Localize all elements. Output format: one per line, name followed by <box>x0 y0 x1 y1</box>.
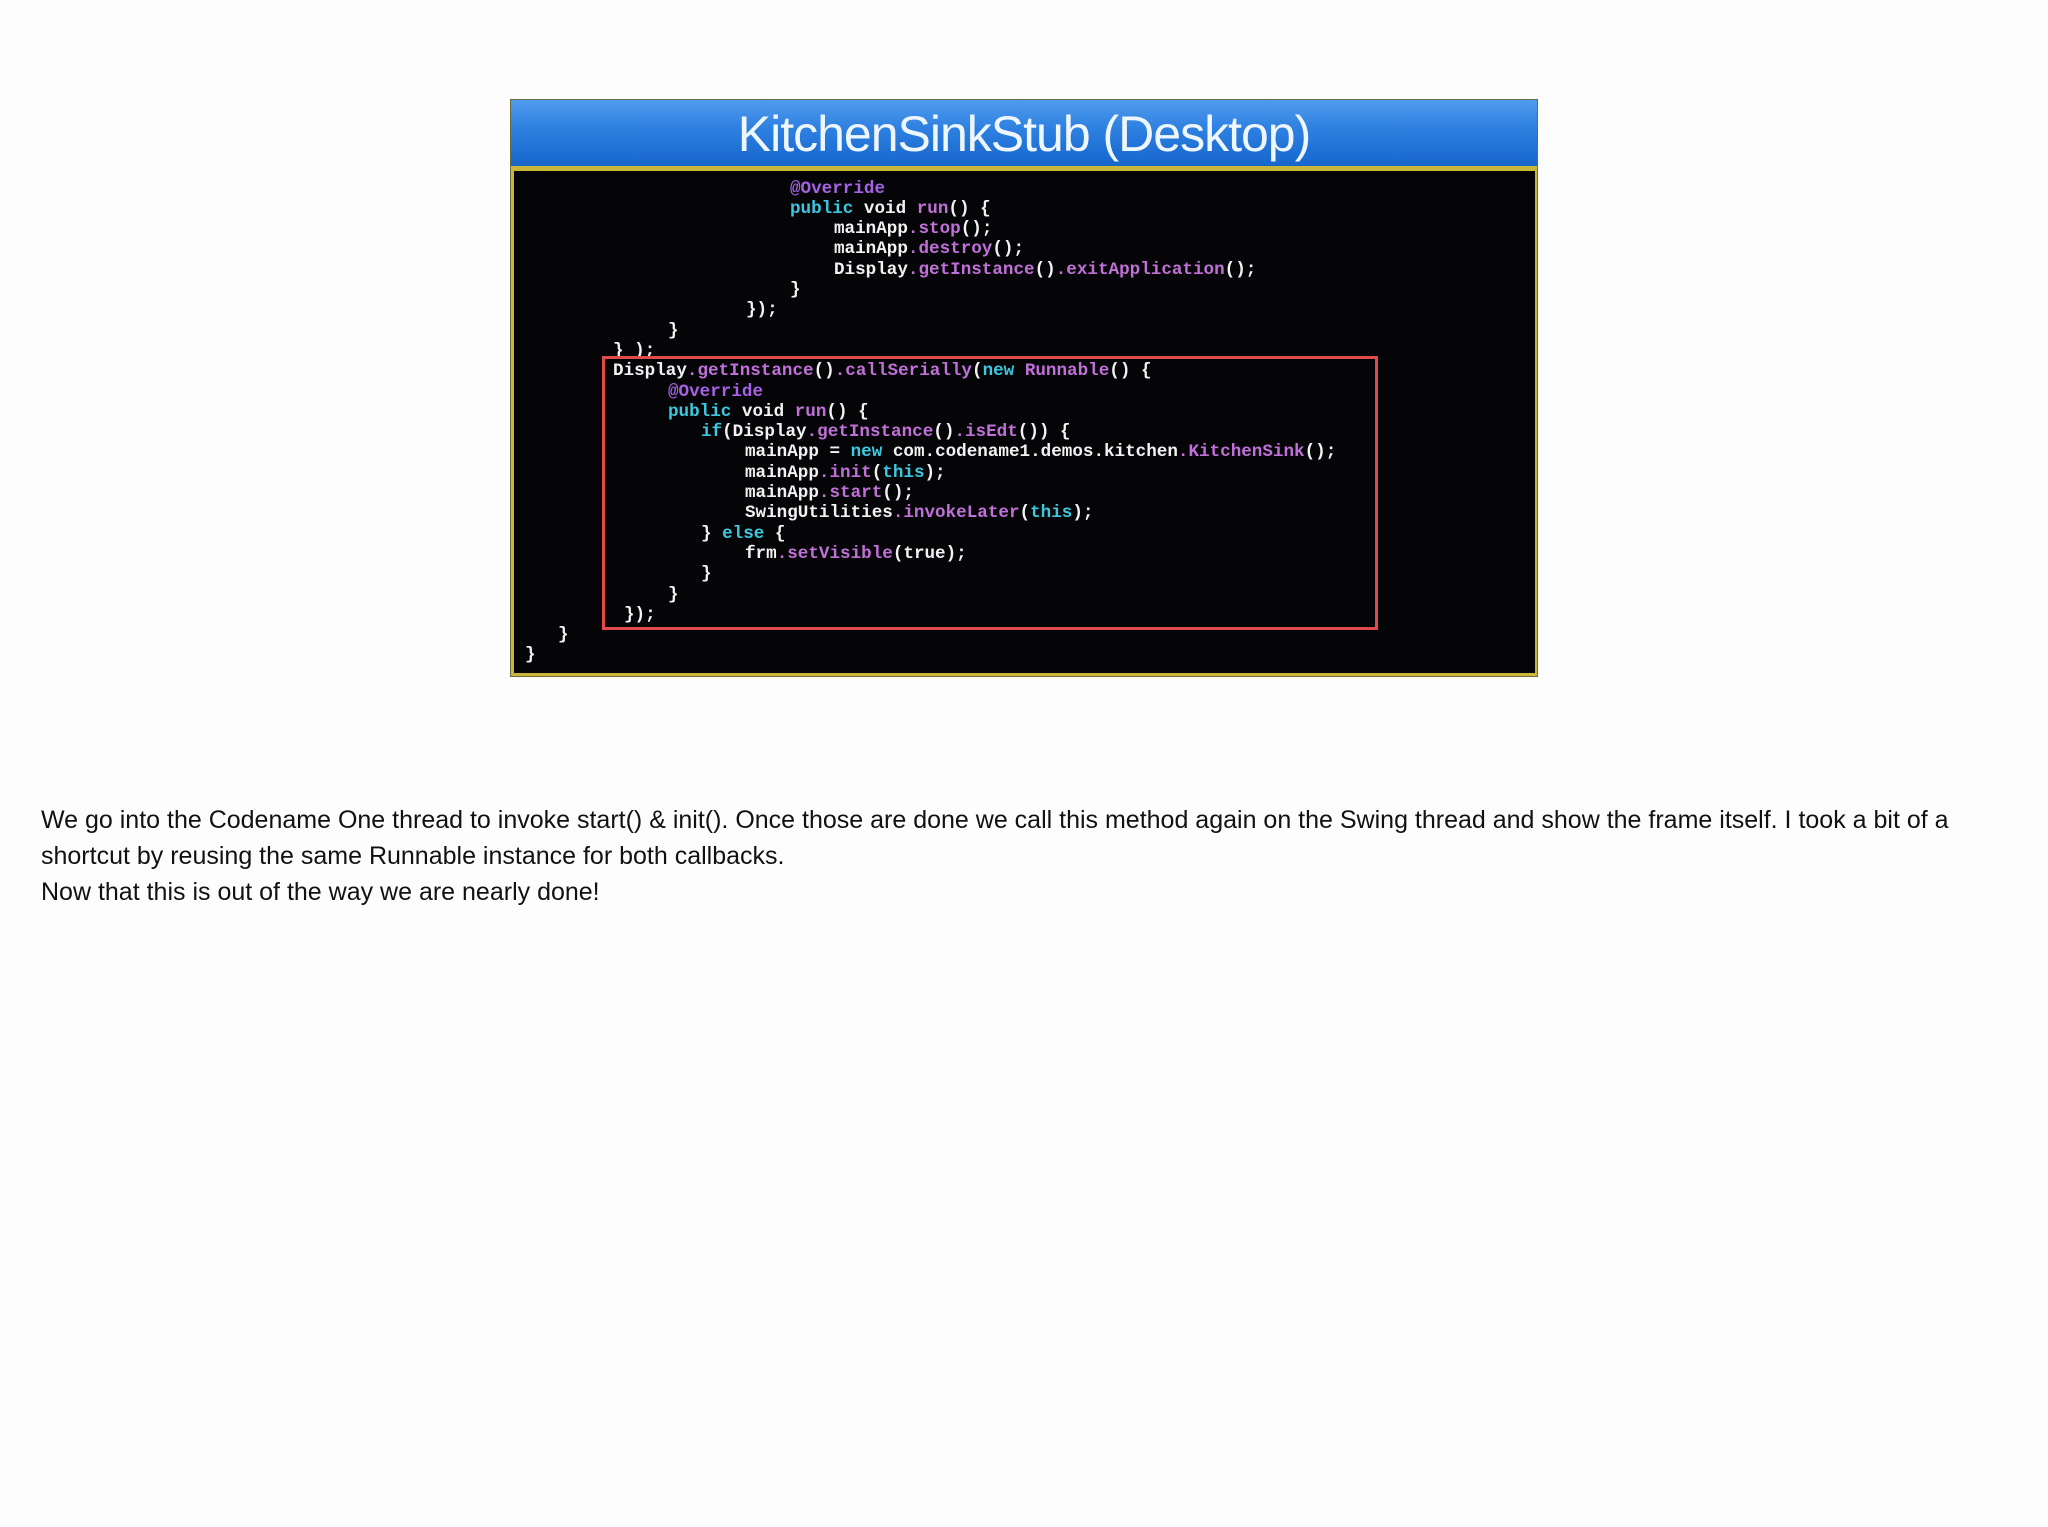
code-token: ); <box>924 462 946 483</box>
code-line <box>745 503 1093 523</box>
code-token: this <box>882 462 925 483</box>
code-token: () <box>933 422 955 443</box>
code-line <box>558 625 569 645</box>
code-token: (); <box>1304 442 1337 463</box>
code-token: void <box>853 198 917 219</box>
code-line <box>745 442 1336 462</box>
notes-paragraph: Now that this is out of the way we are nearly done! <box>41 878 600 906</box>
code-token: .setVisible <box>776 543 893 564</box>
code-token: .getInstance <box>907 259 1035 280</box>
code-line <box>613 361 1152 381</box>
code-line <box>525 645 536 665</box>
code-token: } <box>790 280 801 300</box>
code-token: public <box>668 401 732 422</box>
code-token: else <box>722 523 765 544</box>
code-token: (true); <box>892 543 967 564</box>
code-token: .init <box>818 462 872 483</box>
code-token: .exitApplication <box>1055 259 1225 280</box>
code-token: } <box>668 320 679 341</box>
code-token: @Override <box>790 178 886 199</box>
code-token: run <box>916 198 949 219</box>
code-line <box>790 179 885 199</box>
code-token: (); <box>992 239 1025 260</box>
notes-paragraph: We go into the Codename One thread to invoke start() & init(). Once those are done we call this method again on the Swing thread and show the frame itself. I took a bit of a shortcut by reusing the same Runnable instance for both callbacks. <box>41 806 1949 870</box>
code-line <box>745 544 967 564</box>
code-token: new <box>982 361 1015 382</box>
code-token: } <box>558 625 569 646</box>
code-line <box>668 585 679 605</box>
slide-title: KitchenSinkStub (Desktop) <box>737 106 1311 162</box>
code-token: .invokeLater <box>892 503 1020 524</box>
code-line <box>745 483 914 503</box>
code-token: ( <box>871 462 883 483</box>
code-token: mainApp <box>834 239 908 260</box>
code-token: SwingUtilities <box>745 503 893 524</box>
code-token: public <box>790 198 854 219</box>
code-line <box>668 402 869 422</box>
code-token: .destroy <box>907 239 993 260</box>
code-token: Display <box>834 259 908 280</box>
code-token: void <box>731 401 795 422</box>
code-token: ()) { <box>1017 422 1071 443</box>
code-token: .callSerially <box>834 361 972 382</box>
code-line <box>834 219 992 239</box>
code-line <box>745 463 946 483</box>
code-token: () { <box>948 198 991 219</box>
code-token: .getInstance <box>686 361 814 382</box>
code-token: new <box>850 442 883 463</box>
code-line <box>701 524 785 544</box>
code-token: } <box>701 523 723 544</box>
code-token: () { <box>1109 361 1152 382</box>
code-token: (); <box>1224 259 1257 280</box>
code-line <box>790 199 991 219</box>
code-line <box>701 422 1071 442</box>
code-token: Display <box>613 361 687 382</box>
code-line <box>624 605 656 625</box>
code-token: .start <box>818 483 883 503</box>
code-token: .isEdt <box>954 422 1018 443</box>
code-line <box>834 260 1256 280</box>
code-token: (Display <box>722 422 807 443</box>
code-line <box>668 321 679 341</box>
code-token: (); <box>882 483 914 503</box>
slide-header <box>511 100 1537 171</box>
code-token <box>1014 361 1025 381</box>
code-token: mainApp = <box>745 442 851 463</box>
code-token: mainApp <box>745 462 819 483</box>
code-line <box>613 341 655 361</box>
code-token: com.codename1.demos.kitchen <box>882 442 1178 463</box>
code-block <box>511 171 1537 676</box>
code-token: .stop <box>907 219 961 240</box>
code-line <box>746 300 778 320</box>
code-token: ( <box>972 361 983 382</box>
code-line <box>668 382 763 402</box>
code-token: run <box>794 401 827 422</box>
code-line <box>790 280 801 300</box>
code-token: ); <box>1072 503 1094 524</box>
code-token: } <box>668 584 679 605</box>
code-token: ( <box>1019 503 1031 524</box>
code-token: () <box>813 361 835 382</box>
code-token: } <box>525 645 536 666</box>
code-token: mainApp <box>745 483 819 503</box>
code-line <box>701 564 712 584</box>
code-token: () { <box>826 401 869 422</box>
code-token: () <box>1034 259 1056 280</box>
code-token: }); <box>746 300 778 321</box>
code-token: (); <box>960 219 993 240</box>
code-token: .KitchenSink <box>1177 442 1305 463</box>
code-token: }); <box>624 604 656 625</box>
speaker-notes <box>41 802 2011 910</box>
code-token: } ); <box>613 340 656 361</box>
code-token: mainApp <box>834 219 908 240</box>
code-token: this <box>1030 503 1073 524</box>
code-token: if <box>701 422 723 443</box>
code-token: @Override <box>668 381 764 402</box>
code-token: { <box>764 523 786 544</box>
code-slide <box>510 99 1538 677</box>
code-token: .getInstance <box>806 422 934 443</box>
code-token: Runnable <box>1024 361 1110 382</box>
code-token: frm <box>745 543 777 564</box>
code-line <box>834 239 1024 259</box>
code-token: } <box>701 564 712 585</box>
